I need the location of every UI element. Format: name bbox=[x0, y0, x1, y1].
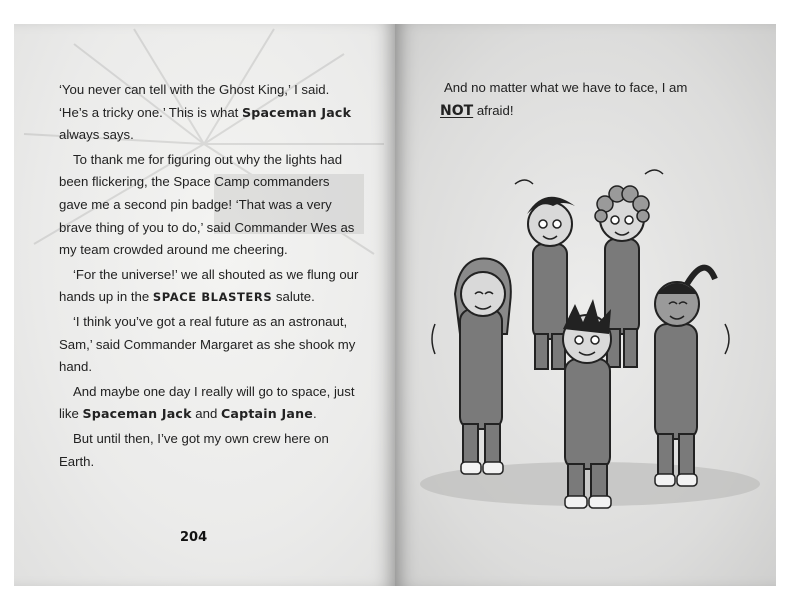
paragraph-1 bbox=[59, 79, 359, 147]
paragraph-text: salute. bbox=[272, 289, 315, 305]
paragraph-text: and bbox=[191, 406, 221, 422]
paragraph-text: But until then, I’ve got my own crew here on Earth. bbox=[59, 430, 329, 469]
paragraph-text: To thank me for figuring out why the lights had been flickering, the Space Camp commanders gave me a second pin badge! ‘That was a very brave thing of you to do,’ said Commander Wes as my team crowded around me cheering. bbox=[59, 151, 355, 258]
right-page bbox=[395, 24, 776, 586]
paragraph-text: ‘I think you’ve got a real future as an astronaut, Sam,’ said Commander Margaret as she shook my hand. bbox=[59, 313, 356, 375]
paragraph-5 bbox=[59, 381, 359, 426]
left-page-text bbox=[59, 79, 359, 475]
paragraph-2 bbox=[59, 149, 359, 262]
paragraph-6 bbox=[59, 428, 359, 473]
paragraph-3 bbox=[59, 264, 359, 309]
figure-girl-front-left bbox=[455, 258, 511, 474]
paragraph-text: . bbox=[313, 406, 317, 422]
name-captain-jane: Captain Jane bbox=[220, 406, 314, 422]
figure-girl-front-right bbox=[655, 268, 715, 486]
paragraph-text: ‘You never can tell with the Ghost King,’ I said. ‘He’s a tricky one.’ This is what bbox=[59, 82, 330, 120]
left-page bbox=[14, 24, 395, 586]
closing-line: And no matter what we have to face, I am bbox=[444, 80, 688, 95]
paragraph-text: ‘For the universe!’ we all shouted as we flung our hands up in the bbox=[59, 266, 359, 305]
open-book bbox=[14, 24, 776, 586]
page-number: 204 bbox=[180, 530, 208, 545]
astronaut-crew-illustration bbox=[415, 144, 760, 524]
paragraph-4 bbox=[59, 311, 359, 379]
paragraph-text: And maybe one day I really will go to space, just like bbox=[59, 383, 355, 422]
emphasis-not: NOT bbox=[440, 103, 474, 119]
right-page-text bbox=[440, 76, 740, 123]
closing-line-end: afraid! bbox=[473, 103, 514, 118]
name-spaceman-jack: Spaceman Jack bbox=[82, 406, 192, 422]
name-spaceman-jack: Spaceman Jack bbox=[241, 104, 352, 120]
name-space-blasters: SPACE BLASTERS bbox=[152, 290, 273, 305]
paragraph-text: always says. bbox=[59, 127, 134, 143]
